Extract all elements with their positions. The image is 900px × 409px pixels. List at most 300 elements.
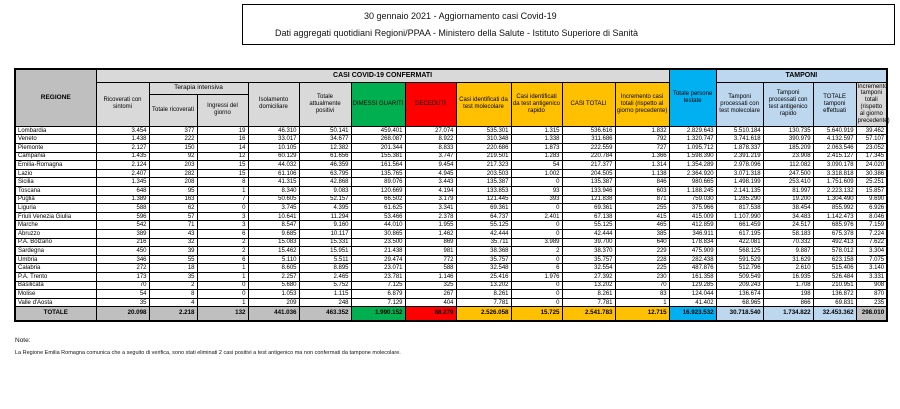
value-cell: 412.859 <box>669 221 716 230</box>
table-row <box>15 152 887 161</box>
value-cell: 2.391.219 <box>716 152 763 161</box>
column-header-dimessi-guariti: DIMESSI GUARITI <box>351 82 405 126</box>
value-cell: 15.083 <box>248 238 299 247</box>
value-cell: 325 <box>405 281 456 290</box>
value-cell: 385 <box>615 229 669 238</box>
total-value-cell: 1.734.822 <box>763 307 813 321</box>
region-cell: Lombardia <box>15 126 96 135</box>
value-cell: 7.129 <box>351 298 405 307</box>
value-cell: 3.341 <box>405 204 456 213</box>
value-cell: 12 <box>197 152 248 161</box>
value-cell: 1.053 <box>248 290 299 299</box>
value-cell: 35.711 <box>456 238 511 247</box>
value-cell: 6.879 <box>351 290 405 299</box>
value-cell: 1 <box>197 187 248 196</box>
region-cell: Molise <box>15 290 96 299</box>
value-cell: 685.976 <box>813 221 856 230</box>
value-cell: 1 <box>197 272 248 281</box>
value-cell: 1.878.337 <box>716 144 763 153</box>
value-cell: 8 <box>149 290 197 299</box>
value-cell: 55 <box>149 255 197 264</box>
value-cell: 23.908 <box>763 152 813 161</box>
table-row <box>15 178 887 187</box>
value-cell: 2.063.546 <box>813 144 856 153</box>
value-cell: 535.301 <box>456 126 511 135</box>
value-cell: 3.179 <box>405 195 456 204</box>
value-cell: 1 <box>197 264 248 273</box>
value-cell: 346 <box>96 255 149 264</box>
value-cell: 67.138 <box>562 212 615 221</box>
value-cell: 35 <box>149 272 197 281</box>
value-cell: 568.125 <box>716 247 763 256</box>
total-value-cell: 463.352 <box>299 307 351 321</box>
value-cell: 0 <box>511 178 562 187</box>
value-cell: 81.997 <box>763 187 813 196</box>
region-cell: Sicilia <box>15 178 96 187</box>
value-cell: 16 <box>197 135 248 144</box>
value-cell: 135.387 <box>456 178 511 187</box>
value-cell: 15.857 <box>856 187 887 196</box>
value-cell: 3.741.618 <box>716 135 763 144</box>
value-cell: 310.348 <box>456 135 511 144</box>
value-cell: 7.125 <box>351 281 405 290</box>
value-cell: 1.873 <box>511 144 562 153</box>
value-cell: 3.071.318 <box>716 169 763 178</box>
table-row <box>15 169 887 178</box>
value-cell: 0 <box>511 290 562 299</box>
value-cell: 1.107.990 <box>716 212 763 221</box>
value-cell: 0 <box>197 281 248 290</box>
value-cell: 648 <box>96 187 149 196</box>
value-cell: 217.323 <box>456 161 511 170</box>
value-cell: 25.251 <box>856 178 887 187</box>
region-cell: Liguria <box>15 204 96 213</box>
value-cell: 526.484 <box>813 272 856 281</box>
value-cell: 4.395 <box>299 204 351 213</box>
value-cell: 2.223.132 <box>813 187 856 196</box>
value-cell: 34.677 <box>299 135 351 144</box>
value-cell: 591.529 <box>716 255 763 264</box>
value-cell: 8.605 <box>248 264 299 273</box>
value-cell: 54 <box>511 161 562 170</box>
value-cell: 120.669 <box>351 187 405 196</box>
value-cell: 1.320.747 <box>669 135 716 144</box>
region-cell: Emilia-Romagna <box>15 161 96 170</box>
value-cell: 2.829.643 <box>669 126 716 135</box>
value-cell: 208 <box>149 178 197 187</box>
value-cell: 112.082 <box>763 161 813 170</box>
value-cell: 1.438 <box>96 135 149 144</box>
value-cell: 617.195 <box>716 229 763 238</box>
group-header-casi-confermati: CASI COVID-19 CONFERMATI <box>96 69 669 82</box>
value-cell: 10.117 <box>299 229 351 238</box>
value-cell: 203.503 <box>456 169 511 178</box>
value-cell: 1.389 <box>96 195 149 204</box>
column-header-isolamento: Isolamento domiciliare <box>248 82 299 126</box>
table-row <box>15 144 887 153</box>
total-value-cell: 298.010 <box>856 307 887 321</box>
value-cell: 23.071 <box>351 264 405 273</box>
value-cell: 3.331 <box>856 272 887 281</box>
value-cell: 12.382 <box>299 144 351 153</box>
value-cell: 55.125 <box>562 221 615 230</box>
total-value-cell: 20.098 <box>96 307 149 321</box>
value-cell: 217.377 <box>562 161 615 170</box>
total-value-cell: 15.725 <box>511 307 562 321</box>
value-cell: 772 <box>405 255 456 264</box>
value-cell: 1.315 <box>511 126 562 135</box>
value-cell: 346.911 <box>669 229 716 238</box>
value-cell: 21.438 <box>351 247 405 256</box>
value-cell: 2.378 <box>405 212 456 221</box>
value-cell: 3.090.178 <box>813 161 856 170</box>
value-cell: 2.257 <box>248 272 299 281</box>
value-cell: 1.095.712 <box>669 144 716 153</box>
region-cell: Abruzzo <box>15 229 96 238</box>
value-cell: 57 <box>149 212 197 221</box>
value-cell: 220.686 <box>456 144 511 153</box>
value-cell: 267 <box>405 290 456 299</box>
value-cell: 3.443 <box>405 178 456 187</box>
column-header-totale-ricoverati: Totale ricoverati <box>149 94 197 126</box>
value-cell: 30.865 <box>351 229 405 238</box>
value-cell: 311.686 <box>562 135 615 144</box>
value-cell: 38.368 <box>456 247 511 256</box>
total-value-cell: 441.036 <box>248 307 299 321</box>
column-header-casi-antigenico: Casi identificati da test antigenico rapido <box>511 82 562 126</box>
table-row <box>15 247 887 256</box>
value-cell: 135.765 <box>351 169 405 178</box>
value-cell: 3.140 <box>856 264 887 273</box>
value-cell: 95 <box>149 187 197 196</box>
value-cell: 121.445 <box>456 195 511 204</box>
value-cell: 9.690 <box>856 195 887 204</box>
value-cell: 15.462 <box>248 247 299 256</box>
value-cell: 1.338 <box>511 135 562 144</box>
value-cell: 69.831 <box>813 298 856 307</box>
value-cell: 1.462 <box>405 229 456 238</box>
value-cell: 173 <box>96 272 149 281</box>
value-cell: 3.454 <box>96 126 149 135</box>
value-cell: 247.500 <box>763 169 813 178</box>
value-cell: 209 <box>248 298 299 307</box>
value-cell: 30.386 <box>856 169 887 178</box>
table-row <box>15 161 887 170</box>
total-value-cell: 16.923.532 <box>669 307 716 321</box>
table-row <box>15 195 887 204</box>
value-cell: 3.318.818 <box>813 169 856 178</box>
value-cell: 10.105 <box>248 144 299 153</box>
value-cell: 9.685 <box>248 229 299 238</box>
value-cell: 7.224 <box>856 229 887 238</box>
table-row <box>15 221 887 230</box>
value-cell: 375.966 <box>669 204 716 213</box>
value-cell: 7.622 <box>856 238 887 247</box>
value-cell: 2.364.920 <box>669 169 716 178</box>
value-cell: 393 <box>511 195 562 204</box>
value-cell: 70.332 <box>763 238 813 247</box>
value-cell: 222 <box>149 135 197 144</box>
value-cell: 0 <box>511 298 562 307</box>
value-cell: 1.285.290 <box>716 195 763 204</box>
table-row <box>15 272 887 281</box>
value-cell: 38.454 <box>763 204 813 213</box>
value-cell: 50.141 <box>299 126 351 135</box>
value-cell: 63.795 <box>299 169 351 178</box>
value-cell: 4.194 <box>405 187 456 196</box>
value-cell: 6 <box>511 264 562 273</box>
value-cell: 2.401 <box>511 212 562 221</box>
value-cell: 60.129 <box>248 152 299 161</box>
value-cell: 1.304.490 <box>813 195 856 204</box>
value-cell: 23.500 <box>351 238 405 247</box>
value-cell: 0 <box>511 204 562 213</box>
table-row <box>15 204 887 213</box>
value-cell: 27.074 <box>405 126 456 135</box>
value-cell: 41.315 <box>248 178 299 187</box>
value-cell: 0 <box>511 255 562 264</box>
value-cell: 661.459 <box>716 221 763 230</box>
value-cell: 1 <box>197 298 248 307</box>
value-cell: 1.142.473 <box>813 212 856 221</box>
value-cell: 6 <box>197 255 248 264</box>
report-subtitle: Dati aggregati quotidiani Regioni/PPAA - Ministero della Salute - Istituto Superiore di Sanità <box>275 28 639 38</box>
region-cell: Sardegna <box>15 247 96 256</box>
value-cell: 124.044 <box>669 290 716 299</box>
note-text: La Regione Emilia Romagna comunica che a seguito di verifica, sono stati eliminati 2 casi positivi a test antigenico ma non confermati da tampone molecolare. <box>15 350 401 356</box>
value-cell: 4 <box>149 298 197 307</box>
column-header-deceduti: DECEDUTI <box>405 82 456 126</box>
region-cell: Lazio <box>15 169 96 178</box>
value-cell: 35.757 <box>456 255 511 264</box>
value-cell: 58.183 <box>763 229 813 238</box>
value-cell: 0 <box>511 221 562 230</box>
region-cell: Toscana <box>15 187 96 196</box>
value-cell: 2.465 <box>299 272 351 281</box>
value-cell: 2.610 <box>763 264 813 273</box>
value-cell: 4.945 <box>405 169 456 178</box>
value-cell: 415.009 <box>669 212 716 221</box>
value-cell: 248 <box>299 298 351 307</box>
value-cell: 459.401 <box>351 126 405 135</box>
value-cell: 855.992 <box>813 204 856 213</box>
value-cell: 450 <box>96 247 149 256</box>
total-value-cell: 1.990.152 <box>351 307 405 321</box>
value-cell: 228 <box>615 255 669 264</box>
value-cell: 15 <box>197 169 248 178</box>
value-cell: 229 <box>615 247 669 256</box>
value-cell: 39.700 <box>562 238 615 247</box>
value-cell: 3 <box>197 221 248 230</box>
value-cell: 1.366 <box>615 152 669 161</box>
value-cell: 623.158 <box>813 255 856 264</box>
value-cell: 27.392 <box>562 272 615 281</box>
value-cell: 2 <box>149 281 197 290</box>
value-cell: 216 <box>96 238 149 247</box>
value-cell: 150 <box>149 144 197 153</box>
table-row <box>15 126 887 135</box>
note-label: Note: <box>15 337 31 344</box>
value-cell: 7 <box>197 195 248 204</box>
value-cell: 389 <box>96 229 149 238</box>
table-row <box>15 135 887 144</box>
value-cell: 1.498.199 <box>716 178 763 187</box>
value-cell: 7.781 <box>562 298 615 307</box>
total-value-cell: 30.718.540 <box>716 307 763 321</box>
value-cell: 2.124 <box>96 161 149 170</box>
value-cell: 2.127 <box>96 144 149 153</box>
column-header-ricoverati: Ricoverati con sintomi <box>96 82 149 126</box>
value-cell: 13.202 <box>562 281 615 290</box>
value-cell: 8 <box>197 178 248 187</box>
value-cell: 18 <box>149 264 197 273</box>
value-cell: 203 <box>149 161 197 170</box>
total-value-cell: 12.715 <box>615 307 669 321</box>
value-cell: 282.438 <box>669 255 716 264</box>
value-cell: 542 <box>96 221 149 230</box>
value-cell: 3 <box>197 212 248 221</box>
value-cell: 981 <box>405 247 456 256</box>
column-header-tamponi-antigenico: Tamponi processati con test antigenico rapido <box>763 82 813 126</box>
value-cell: 209.243 <box>716 281 763 290</box>
value-cell: 129.285 <box>669 281 716 290</box>
value-cell: 222.559 <box>562 144 615 153</box>
value-cell: 1.283 <box>511 152 562 161</box>
value-cell: 870 <box>856 290 887 299</box>
table-row <box>15 281 887 290</box>
value-cell: 8.261 <box>562 290 615 299</box>
column-header-casi-totali: CASI TOTALI <box>562 82 615 126</box>
value-cell: 11.294 <box>299 212 351 221</box>
value-cell: 204.505 <box>562 169 615 178</box>
group-header-tamponi: TAMPONI <box>716 69 887 82</box>
value-cell: 42.868 <box>299 178 351 187</box>
value-cell: 255 <box>615 204 669 213</box>
value-cell: 53.466 <box>351 212 405 221</box>
value-cell: 0 <box>511 281 562 290</box>
value-cell: 133.853 <box>456 187 511 196</box>
value-cell: 39 <box>149 247 197 256</box>
value-cell: 230 <box>615 272 669 281</box>
table-body <box>15 126 887 320</box>
column-header-casi-molecolare: Casi identificati da test molecolare <box>456 82 511 126</box>
value-cell: 8.833 <box>405 144 456 153</box>
value-cell: 219.501 <box>456 152 511 161</box>
value-cell: 10.641 <box>248 212 299 221</box>
column-header-totale-tamponi: TOTALE tamponi effettuati <box>813 82 856 126</box>
value-cell: 475.909 <box>669 247 716 256</box>
value-cell: 2.141.135 <box>716 187 763 196</box>
value-cell: 41.402 <box>669 298 716 307</box>
value-cell: 23.052 <box>856 144 887 153</box>
value-cell: 15.951 <box>299 247 351 256</box>
value-cell: 908 <box>856 281 887 290</box>
value-cell: 201.344 <box>351 144 405 153</box>
value-cell: 1.955 <box>405 221 456 230</box>
total-label-cell: TOTALE <box>15 307 96 321</box>
value-cell: 46.310 <box>248 126 299 135</box>
value-cell: 588 <box>96 204 149 213</box>
value-cell: 55.125 <box>456 221 511 230</box>
value-cell: 7.781 <box>456 298 511 307</box>
region-cell: P.A. Trento <box>15 272 96 281</box>
region-cell: Campania <box>15 152 96 161</box>
title-box <box>242 4 895 45</box>
value-cell: 1.976 <box>511 272 562 281</box>
value-cell: 7.159 <box>856 221 887 230</box>
value-cell: 3.745 <box>248 204 299 213</box>
value-cell: 5.510.184 <box>716 126 763 135</box>
value-cell: 64.737 <box>456 212 511 221</box>
value-cell: 0 <box>511 229 562 238</box>
value-cell: 24.517 <box>763 221 813 230</box>
value-cell: 8.340 <box>248 187 299 196</box>
value-cell: 9.083 <box>299 187 351 196</box>
region-cell: Piemonte <box>15 144 96 153</box>
value-cell: 492.413 <box>813 238 856 247</box>
value-cell: 869 <box>405 238 456 247</box>
value-cell: 1.708 <box>763 281 813 290</box>
value-cell: 32.554 <box>562 264 615 273</box>
region-cell: P.A. Bolzano <box>15 238 96 247</box>
value-cell: 8.895 <box>299 264 351 273</box>
value-cell: 792 <box>615 135 669 144</box>
value-cell: 727 <box>615 144 669 153</box>
value-cell: 130.735 <box>763 126 813 135</box>
value-cell: 1.146 <box>405 272 456 281</box>
total-value-cell: 88.279 <box>405 307 456 321</box>
column-header-incremento-tamponi: Incremento tamponi totali (rispetto al giorno precedente) <box>856 82 887 126</box>
value-cell: 377 <box>149 126 197 135</box>
value-cell: 871 <box>615 195 669 204</box>
value-cell: 1.435 <box>96 152 149 161</box>
table-row <box>15 187 887 196</box>
value-cell: 1.188.245 <box>669 187 716 196</box>
value-cell: 282 <box>149 169 197 178</box>
column-header-incremento-casi: Incremento casi totali (rispetto al giorno precedente) <box>615 82 669 126</box>
table-row <box>15 229 887 238</box>
value-cell: 253.410 <box>763 178 813 187</box>
column-header-regione: REGIONE <box>15 69 96 126</box>
value-cell: 5.511 <box>299 255 351 264</box>
value-cell: 133.946 <box>562 187 615 196</box>
value-cell: 54 <box>96 290 149 299</box>
region-cell: Basilicata <box>15 281 96 290</box>
column-header-persone-testate: Totale persone testate <box>669 69 716 126</box>
value-cell: 759.030 <box>669 195 716 204</box>
value-cell: 185.209 <box>763 144 813 153</box>
value-cell: 42.444 <box>456 229 511 238</box>
value-cell: 2 <box>511 247 562 256</box>
value-cell: 33.017 <box>248 135 299 144</box>
value-cell: 69.361 <box>562 204 615 213</box>
value-cell: 42.444 <box>562 229 615 238</box>
value-cell: 6.926 <box>856 204 887 213</box>
table-row <box>15 255 887 264</box>
value-cell: 390.979 <box>763 135 813 144</box>
region-cell: Calabria <box>15 264 96 273</box>
value-cell: 0 <box>197 290 248 299</box>
value-cell: 178.834 <box>669 238 716 247</box>
value-cell: 404 <box>405 298 456 307</box>
covid-data-table <box>14 68 888 322</box>
table-row <box>15 298 887 307</box>
value-cell: 89.076 <box>351 178 405 187</box>
value-cell: 19.200 <box>763 195 813 204</box>
value-cell: 15 <box>197 161 248 170</box>
value-cell: 161.564 <box>351 161 405 170</box>
value-cell: 15.331 <box>299 238 351 247</box>
